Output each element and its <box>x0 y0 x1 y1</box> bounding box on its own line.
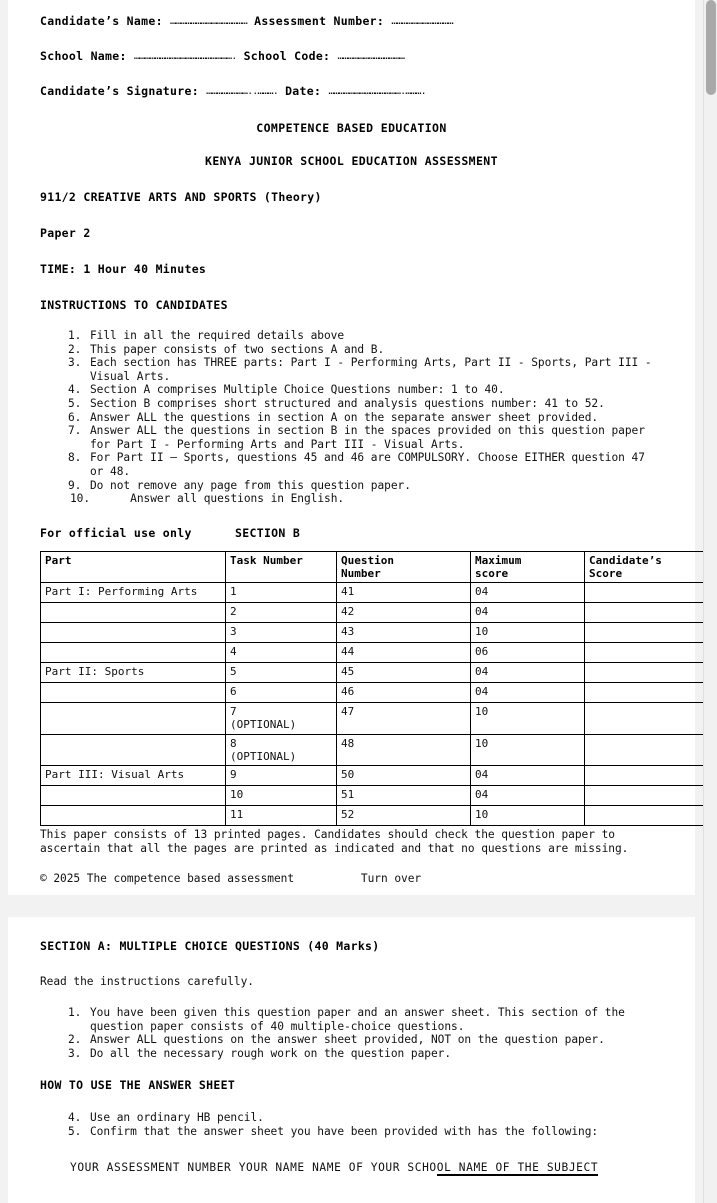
scrollbar-thumb[interactable] <box>706 0 716 95</box>
table-row <box>41 683 704 703</box>
cell-part <box>41 805 226 825</box>
instruction-item: 5. Section B comprises short structured and analysis questions number: 41 to 52. <box>88 397 663 411</box>
page-gap <box>0 895 703 917</box>
cell-task: 4 <box>226 643 337 663</box>
cell-max: 10 <box>471 703 585 734</box>
section-a-heading: SECTION A: MULTIPLE CHOICE QUESTIONS (40 Marks) <box>40 939 380 953</box>
instruction-item: 1. Fill in all the required details above <box>88 329 663 343</box>
copyright-line: © 2025 The competence based assessment Turn over <box>40 872 422 886</box>
table-row <box>41 623 704 643</box>
cell-max: 04 <box>471 765 585 785</box>
instruction-item: 4. Use an ordinary HB pencil. <box>88 1111 663 1125</box>
candidate-name-blank: ……………………………………… <box>170 16 247 27</box>
candidate-signature-blank: ……………………..………. <box>206 86 278 97</box>
header-maximum-score: Maximum score <box>471 551 585 582</box>
date-label: Date: <box>285 84 322 98</box>
instruction-item: 3. Each section has THREE parts: Part I - Performing Arts, Part II - Sports, Part III - Visual Arts. <box>88 356 663 383</box>
cell-score[interactable] <box>585 603 704 623</box>
cell-question: 42 <box>337 603 471 623</box>
cell-max: 04 <box>471 663 585 683</box>
cell-task: 8 (OPTIONAL) <box>226 734 337 765</box>
cell-max: 04 <box>471 785 585 805</box>
cell-question: 48 <box>337 734 471 765</box>
section-a-instructions-list <box>40 1006 663 1060</box>
cell-part: Part III: Visual Arts <box>41 765 226 785</box>
cell-max: 04 <box>471 603 585 623</box>
cell-part <box>41 603 226 623</box>
cell-part: Part II: Sports <box>41 663 226 683</box>
cell-part <box>41 683 226 703</box>
instructions-heading: INSTRUCTIONS TO CANDIDATES <box>40 298 228 312</box>
section-b-label: SECTION B <box>235 525 301 540</box>
instruction-item: 2. This paper consists of two sections A and B. <box>88 343 663 357</box>
header-task-number: Task Number <box>226 551 337 582</box>
cell-part: Part I: Performing Arts <box>41 583 226 603</box>
cell-score[interactable] <box>585 703 704 734</box>
answer-sheet-details-line <box>70 1161 663 1174</box>
cell-score[interactable] <box>585 583 704 603</box>
table-row <box>41 583 704 603</box>
cell-max: 10 <box>471 734 585 765</box>
cell-max: 04 <box>471 683 585 703</box>
assessment-number-label: Assessment Number: <box>254 14 385 28</box>
section-spacer <box>40 108 663 121</box>
cell-score[interactable] <box>585 765 704 785</box>
cell-task: 1 <box>226 583 337 603</box>
cell-question: 41 <box>337 583 471 603</box>
paper-time: TIME: 1 Hour 40 Minutes <box>40 262 207 276</box>
cell-question: 47 <box>337 703 471 734</box>
cell-question: 46 <box>337 683 471 703</box>
school-name-label: School Name: <box>40 49 127 63</box>
table-row <box>41 643 704 663</box>
paper-number: Paper 2 <box>40 226 91 240</box>
answer-sheet-details-selected: OL NAME OF THE SUBJECT <box>436 1160 599 1174</box>
cell-score[interactable] <box>585 663 704 683</box>
table-row <box>41 703 704 734</box>
candidate-signature-field[interactable] <box>40 84 663 99</box>
cell-part <box>41 643 226 663</box>
instruction-item: 1. You have been given this question paper and an answer sheet. This section of the question paper consists of 40 multiple-choice questions. <box>88 1006 663 1033</box>
table-row <box>41 663 704 683</box>
instructions-list <box>40 329 663 506</box>
cell-question: 52 <box>337 805 471 825</box>
cell-question: 51 <box>337 785 471 805</box>
marks-table-body <box>41 583 704 826</box>
candidate-name-field[interactable] <box>40 14 663 29</box>
printed-pages-note: This paper consists of 13 printed pages. Candidates should check the question paper to ascertain that all the pages are printed as indicated and that no questions are missing. <box>40 827 629 855</box>
header-part: Part <box>41 551 226 582</box>
cell-question: 45 <box>337 663 471 683</box>
school-name-blank: …………………………………………………. <box>133 51 237 62</box>
official-gap <box>192 526 235 540</box>
table-header-row <box>41 551 704 582</box>
vertical-scrollbar[interactable] <box>703 0 717 1203</box>
school-code-label: School Code: <box>243 49 331 63</box>
cell-score[interactable] <box>585 643 704 663</box>
cell-question: 50 <box>337 765 471 785</box>
cell-task: 6 <box>226 683 337 703</box>
table-row <box>41 765 704 785</box>
document-page-1 <box>8 0 695 895</box>
cell-part <box>41 623 226 643</box>
school-name-field[interactable] <box>40 49 663 64</box>
title-competence-based-education: COMPETENCE BASED EDUCATION <box>256 121 447 135</box>
cell-task: 10 <box>226 785 337 805</box>
cell-question: 44 <box>337 643 471 663</box>
header-question-number: Question Number <box>337 551 471 582</box>
cell-part <box>41 734 226 765</box>
header-candidate-score: Candidate’s Score <box>585 551 704 582</box>
cell-task: 3 <box>226 623 337 643</box>
answer-sheet-heading: HOW TO USE THE ANSWER SHEET <box>40 1078 236 1093</box>
official-use-heading <box>40 526 663 540</box>
instruction-item: 8. For Part II – Sports, questions 45 and 46 are COMPULSORY. Choose EITHER question 47 or 48. <box>88 451 663 478</box>
instruction-item-ten: 10. Answer all questions in English. <box>70 492 345 506</box>
read-instructions-line: Read the instructions carefully. <box>40 975 254 988</box>
cell-task: 2 <box>226 603 337 623</box>
cell-score[interactable] <box>585 734 704 765</box>
instruction-item: 5. Confirm that the answer sheet you have been provided with has the following: <box>88 1125 663 1139</box>
instruction-item: 2. Answer ALL questions on the answer sheet provided, NOT on the question paper. <box>88 1033 663 1047</box>
document-page-2 <box>8 917 695 1203</box>
title-kenya-junior-school: KENYA JUNIOR SCHOOL EDUCATION ASSESSMENT <box>205 154 498 168</box>
cell-task: 9 <box>226 765 337 785</box>
instruction-item: 9. Do not remove any page from this question paper. <box>88 479 663 493</box>
cell-score[interactable] <box>585 623 704 643</box>
cell-task: 7 (OPTIONAL) <box>226 703 337 734</box>
candidate-name-label: Candidate’s Name: <box>40 14 163 28</box>
paper-code: 911/2 CREATIVE ARTS AND SPORTS (Theory) <box>40 190 322 204</box>
marks-table <box>40 551 703 826</box>
cell-score[interactable] <box>585 683 704 703</box>
field-spacer <box>40 38 663 49</box>
table-row <box>41 603 704 623</box>
cell-max: 04 <box>471 583 585 603</box>
instruction-item: 4. Section A comprises Multiple Choice Questions number: 1 to 40. <box>88 383 663 397</box>
cell-max: 10 <box>471 623 585 643</box>
cell-max: 06 <box>471 643 585 663</box>
cell-part <box>41 785 226 805</box>
answer-sheet-instructions-list <box>40 1111 663 1138</box>
table-row <box>41 785 704 805</box>
candidate-signature-label: Candidate’s Signature: <box>40 84 199 98</box>
cell-score[interactable] <box>585 805 704 825</box>
assessment-number-blank: ……………………………… <box>391 16 453 27</box>
school-code-blank: ………………………………… <box>337 51 405 62</box>
table-row <box>41 734 704 765</box>
instruction-item: 7. Answer ALL the questions in section B in the spaces provided on this question paper for Part I - Performing Arts and Part III - Visual Arts. <box>88 424 663 451</box>
cell-question: 43 <box>337 623 471 643</box>
cell-task: 11 <box>226 805 337 825</box>
cell-max: 10 <box>471 805 585 825</box>
answer-sheet-details-plain: YOUR ASSESSMENT NUMBER YOUR NAME NAME OF YOUR SCHO <box>70 1160 437 1174</box>
instruction-item: 6. Answer ALL the questions in section A on the separate answer sheet provided. <box>88 411 663 425</box>
cell-task: 5 <box>226 663 337 683</box>
field-spacer <box>40 73 663 84</box>
official-use-label: For official use only <box>40 525 192 540</box>
instruction-item: 3. Do all the necessary rough work on the question paper. <box>88 1047 663 1061</box>
table-row <box>41 805 704 825</box>
cell-score[interactable] <box>585 785 704 805</box>
date-blank: …………………………………….………. <box>328 86 426 97</box>
cell-part <box>41 703 226 734</box>
